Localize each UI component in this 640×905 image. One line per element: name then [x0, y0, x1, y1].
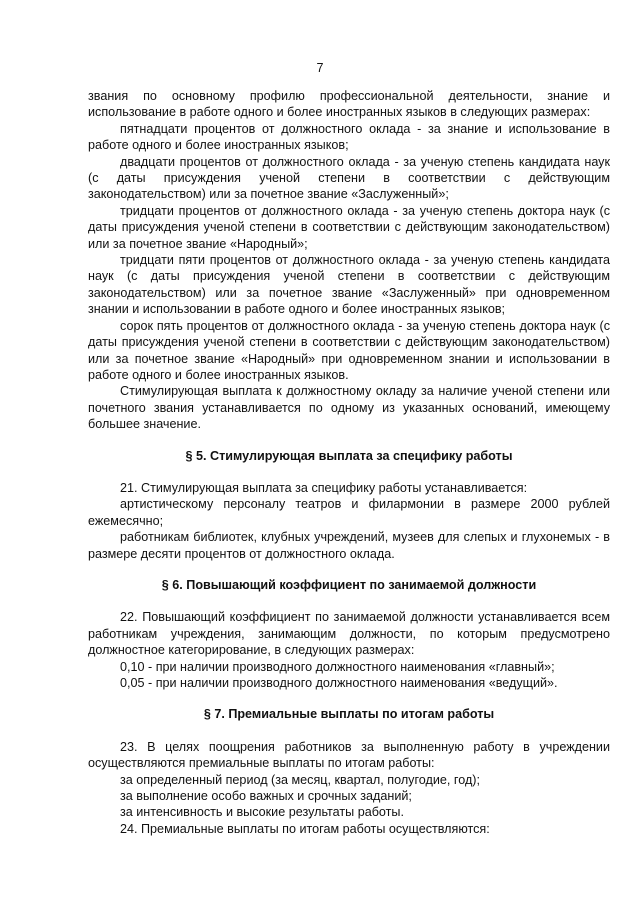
- paragraph: 0,10 - при наличии производного должностного наименования «главный»;: [120, 659, 555, 674]
- paragraph: за выполнение особо важных и срочных заданий;: [120, 789, 412, 804]
- page-number: 7: [316, 61, 324, 75]
- paragraph: двадцати процентов от должностного оклада - за ученую степень кандидата наук (с даты присуждения ученой степени в соответствии с действующим законодательством) или за почетное звание «Заслуженный»;: [88, 154, 610, 202]
- paragraph: сорок пять процентов от должностного оклада - за ученую степень доктора наук (с даты присуждения ученой степени в соответствии с действующим законодательством) или за почетное звание «Народный» при одновременном знании и использовании в работе одного и более иностранных языков.: [88, 318, 610, 382]
- paragraph: тридцати процентов от должностного оклада - за ученую степень доктора наук (с даты присуждения ученой степени в соответствии с действующим законодательством) или за почетное звание «Народный»;: [88, 203, 610, 251]
- page-content: [88, 88, 610, 837]
- section-5-heading: § 5. Стимулирующая выплата за специфику работы: [185, 448, 513, 463]
- paragraph: 23. В целях поощрения работников за выполненную работу в учреждении осуществляются премиальные выплаты по итогам работы:: [88, 739, 610, 771]
- paragraph: тридцати пяти процентов от должностного оклада - за ученую степень кандидата наук (с даты присуждения ученой степени в соответствии с действующим законодательством) или за почетное звание «Заслуженный» при одновременном знании и использовании в работе одного и более иностранных языков;: [88, 253, 610, 317]
- paragraph: за интенсивность и высокие результаты работы.: [120, 805, 404, 820]
- paragraph: работникам библиотек, клубных учреждений, музеев для слепых и глухонемых - в размере десяти процентов от должностного оклада.: [88, 530, 610, 561]
- paragraph: 21. Стимулирующая выплата за специфику работы устанавливается:: [120, 480, 528, 495]
- section-7-heading: § 7. Премиальные выплаты по итогам работы: [203, 707, 495, 722]
- paragraph: пятнадцати процентов от должностного оклада - за знание и использование в работе одного и более иностранных языков;: [88, 121, 610, 153]
- paragraph: 0,05 - при наличии производного должностного наименования «ведущий».: [120, 676, 558, 690]
- paragraph: звания по основному профилю профессиональной деятельности, знание и использование в работе одного и более иностранных языков в следующих размерах:: [88, 89, 610, 120]
- paragraph: 22. Повышающий коэффициент по занимаемой должности устанавливается всем работникам учреждения, занимающим должности, по которым предусмотрено должностное категорирование, в следующих размерах:: [88, 610, 610, 658]
- paragraph: артистическому персоналу театров и филармонии в размере 2000 рублей ежемесячно;: [88, 497, 610, 528]
- paragraph: за определенный период (за месяц, квартал, полугодие, год);: [120, 772, 480, 787]
- paragraph: 24. Премиальные выплаты по итогам работы осуществляются:: [120, 821, 490, 836]
- paragraph: Стимулирующая выплата к должностному окладу за наличие ученой степени или почетного звания устанавливается по одному из указанных оснований, имеющему большее значение.: [88, 384, 610, 432]
- section-6-heading: § 6. Повышающий коэффициент по занимаемой должности: [161, 577, 537, 592]
